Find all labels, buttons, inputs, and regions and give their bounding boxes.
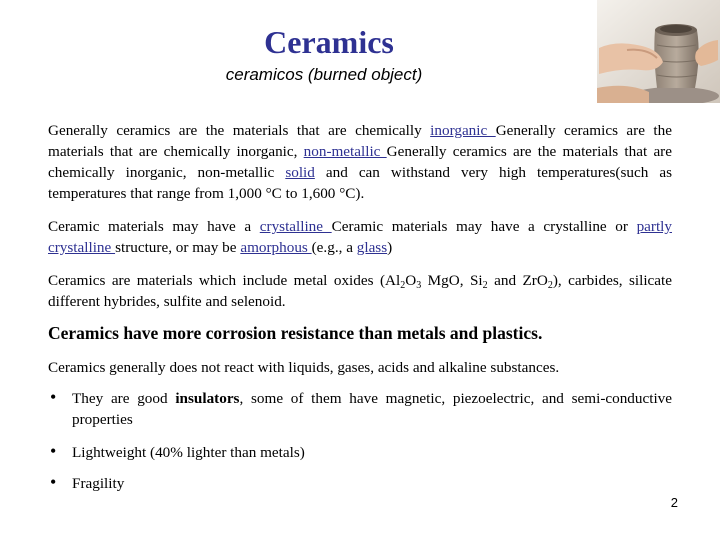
paragraph-composition: [48, 270, 672, 312]
text: Generally ceramics are the materials that are chemically: [48, 122, 431, 139]
text: (e.g., a: [311, 239, 357, 256]
pottery-wheel-photo: [597, 0, 720, 103]
text: Generally ceramics are the materials that are chemically inorganic, non-metallic: [48, 143, 672, 181]
link-non-metallic[interactable]: non-metallic: [303, 143, 387, 160]
text: ), carbides, silicate different hybrides, sulfite and selenoid.: [48, 272, 672, 310]
subscript: 2: [547, 280, 553, 291]
text: Generally ceramics are the materials that are chemically inorganic,: [48, 122, 672, 160]
bullet-marker: •: [50, 387, 57, 407]
text: and can withstand very high temperatures(such as temperatures that range from 1,000 °C to 1,600 °C).: [48, 164, 672, 202]
bullet-marker: •: [50, 441, 57, 461]
text: They are good: [72, 390, 176, 407]
bullet-insulators: [50, 388, 672, 430]
link-partly-crystalline[interactable]: partly crystalline: [48, 218, 672, 256]
text: , some of them have magnetic, piezoelectric, and semi-conductive properties: [72, 390, 673, 428]
bullet-marker: •: [50, 472, 57, 492]
subscript: 2: [400, 280, 406, 291]
subscript: 3: [416, 280, 422, 291]
text: O: [405, 272, 417, 289]
page-number: 2: [670, 495, 678, 510]
text: and Zr: [487, 272, 537, 289]
slide-subtitle: ceramicos (burned object): [225, 65, 423, 84]
text: Mg: [421, 272, 449, 289]
bullet-text: Lightweight (40% lighter than metals): [72, 444, 305, 461]
bold-text: insulators: [175, 390, 240, 407]
text: Ceramic materials may have a crystalline or: [331, 218, 637, 235]
paragraph-reactivity: Ceramics generally does not react with liquids, gases, acids and alkaline substances.: [48, 359, 560, 376]
text: Ceramic materials may have a: [48, 218, 260, 235]
paragraph-structure: [48, 216, 672, 258]
link-solid[interactable]: solid: [285, 164, 315, 181]
text: O: [536, 272, 548, 289]
link-inorganic[interactable]: inorganic: [430, 122, 496, 139]
link-amorphous[interactable]: amorphous: [240, 239, 312, 256]
slide-title: Ceramics: [264, 24, 394, 60]
bullet-lightweight: [50, 442, 672, 463]
bullet-text: Fragility: [72, 475, 125, 492]
paragraph-definition: [48, 120, 672, 204]
bullet-text: [72, 388, 672, 430]
subscript: 2: [482, 280, 488, 291]
text: ): [387, 239, 393, 256]
text: O, Si: [448, 272, 483, 289]
link-crystalline[interactable]: crystalline: [259, 218, 332, 235]
bullet-fragility: [50, 473, 672, 494]
text: structure, or may be: [115, 239, 241, 256]
text: Ceramics are materials which include metal oxides (Al: [48, 272, 401, 289]
paragraph-corrosion: Ceramics have more corrosion resistance than metals and plastics.: [48, 323, 543, 343]
link-glass[interactable]: glass: [356, 239, 388, 256]
